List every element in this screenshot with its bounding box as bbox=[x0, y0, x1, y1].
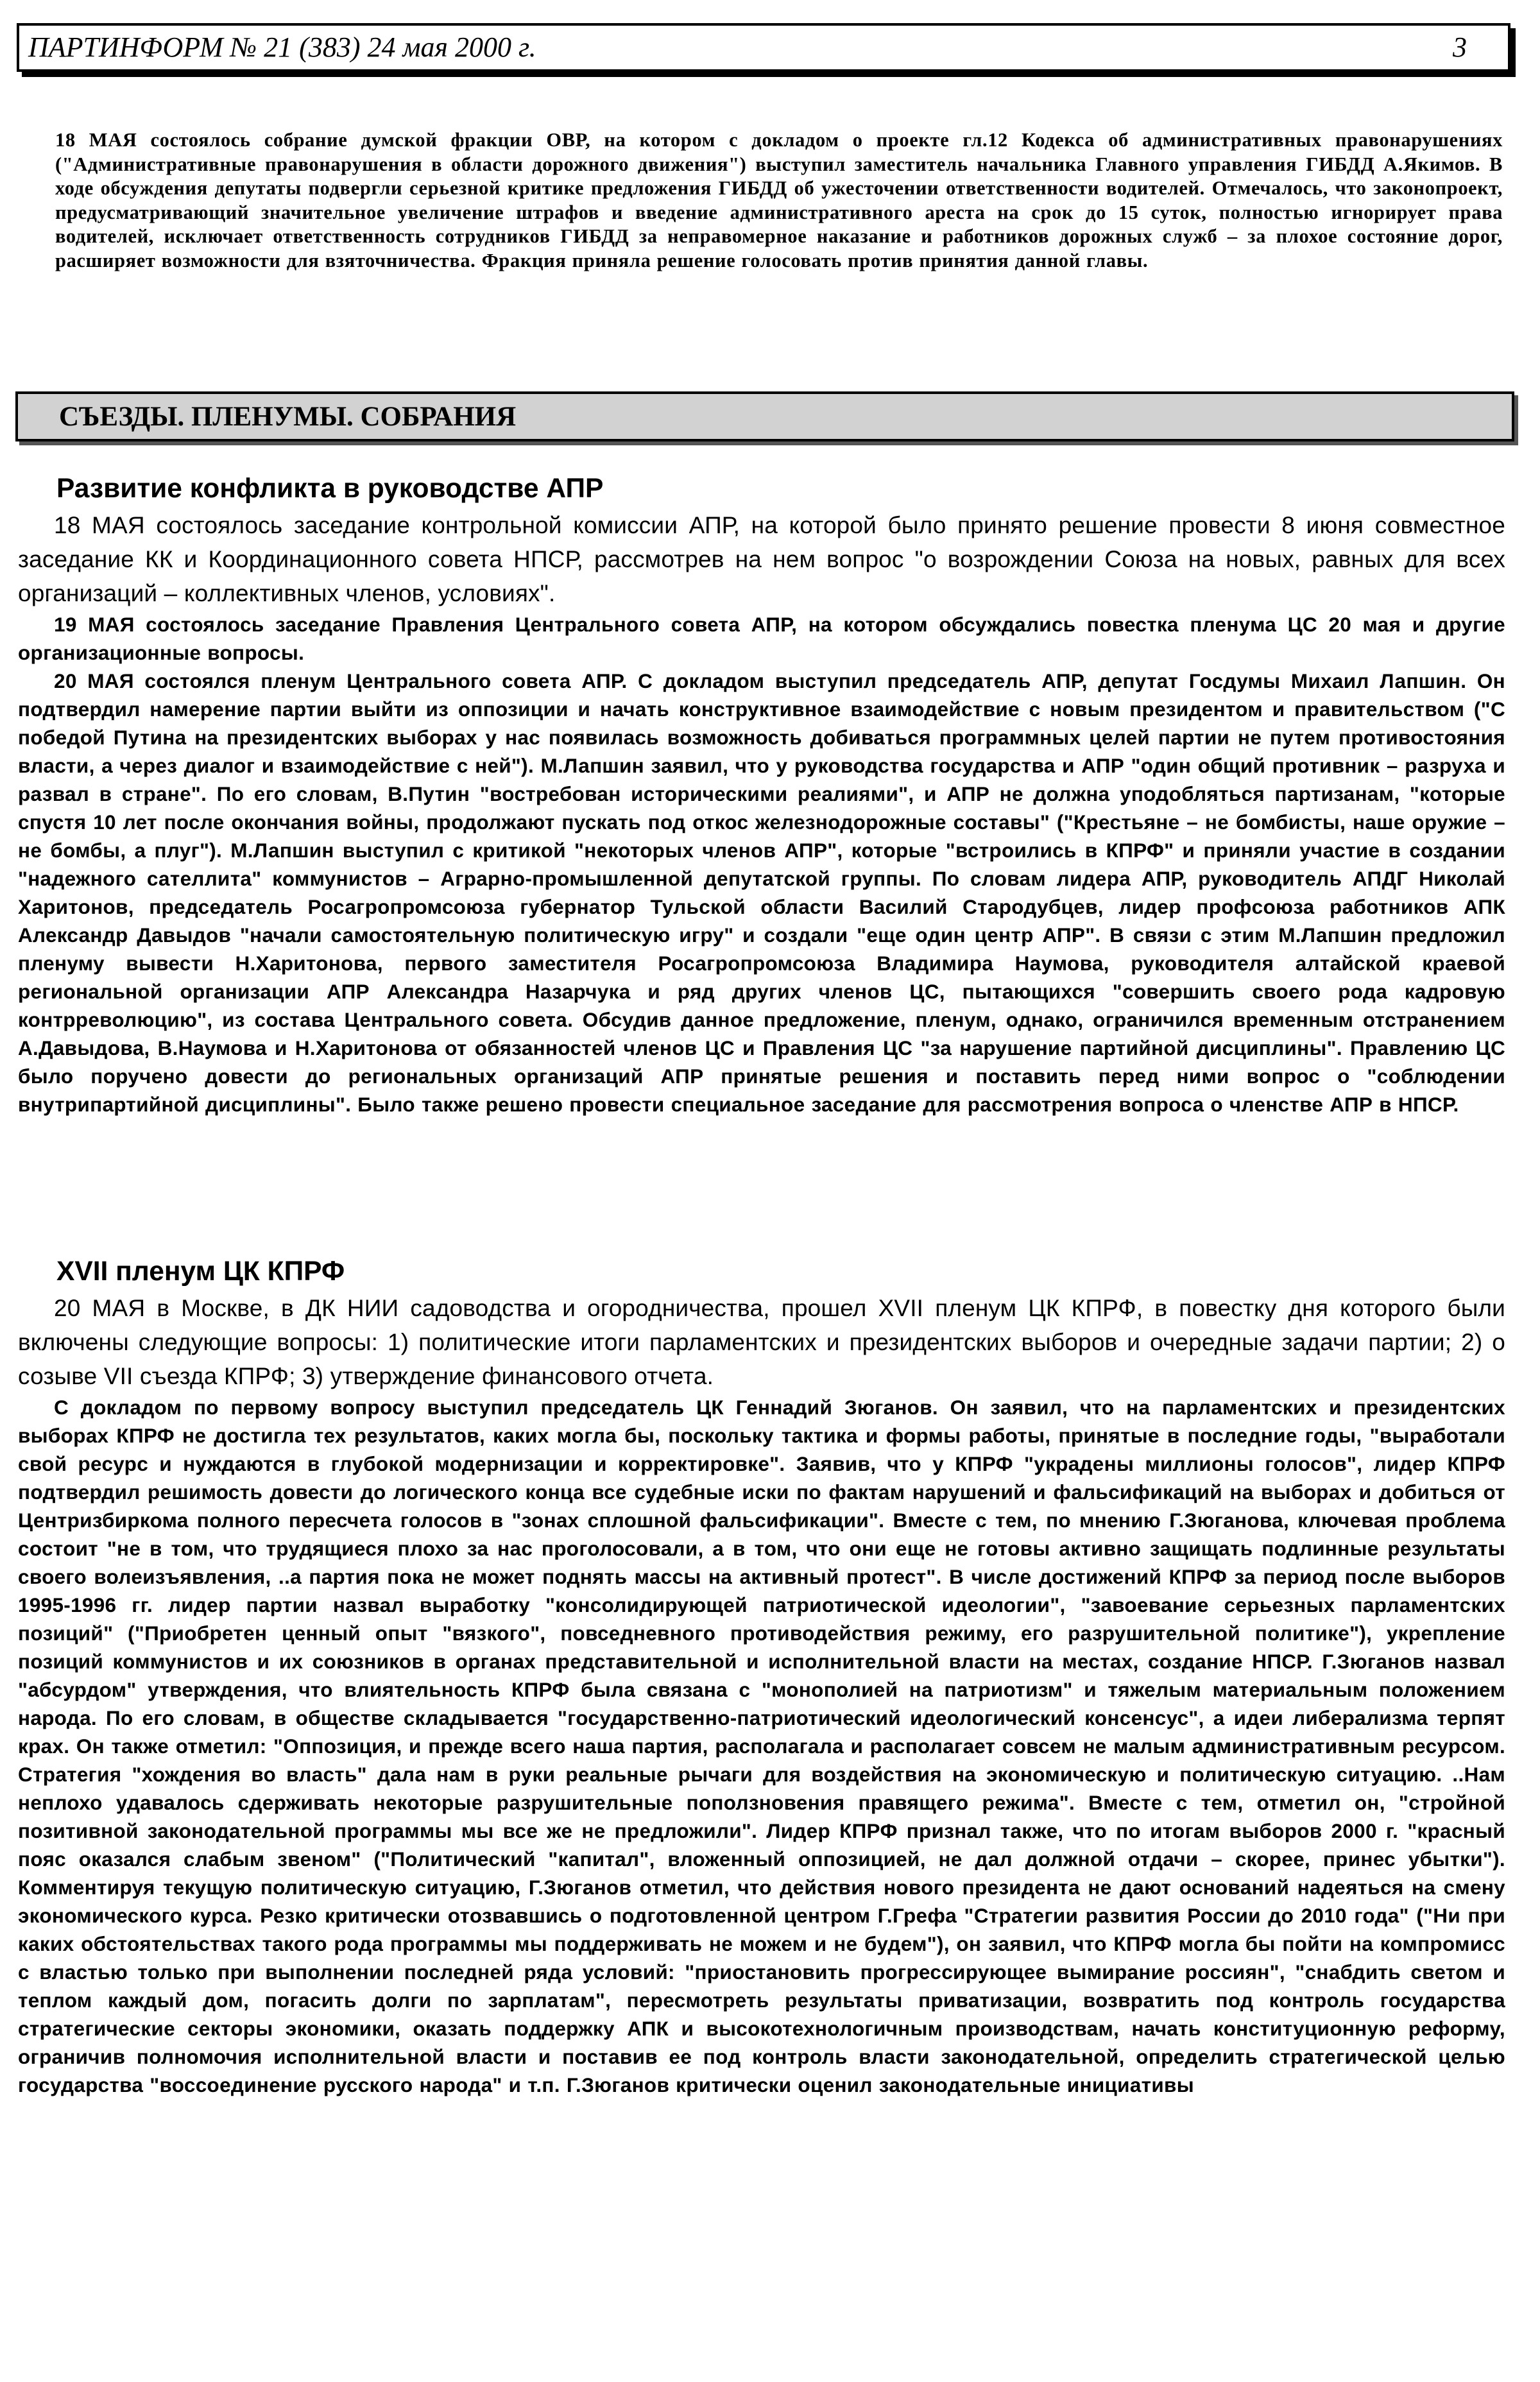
article-paragraph: 20 МАЯ в Москве, в ДК НИИ садоводства и огородничества, прошел XVII пленум ЦК КПРФ, в повестку дня которого были включены следующие вопросы: 1) политические итоги парламентских и президентских выборов и очередные задачи партии; 2) о созыве VII съезда КПРФ; 3) утверждение финансового отчета. bbox=[18, 1295, 1505, 1389]
page-number: 3 bbox=[1453, 31, 1467, 63]
article-apr-conflict bbox=[18, 471, 1505, 1118]
article-heading: Развитие конфликта в руководстве АПР bbox=[56, 474, 604, 504]
section-title-bar bbox=[15, 391, 1514, 441]
article-paragraph: С докладом по первому вопросу выступил председатель ЦК Геннадий Зюганов. Он заявил, что на парламентских и президентских выборах КПРФ не достигла тех результатов, каких могла бы, поскольку тактика и формы работы, принятые в последние годы, "выработали свой ресурс и нуждаются в глубокой модернизации и корректировке". Заявив, что у КПРФ "украдены миллионы голосов", лидер КПРФ подтвердил решимость довести до логического конца все судебные иски по фактам нарушений и фальсификаций на выборах и добиться от Центризбиркома полного пересчета голосов в "зонах сплошной фальсификации". Вместе с тем, по мнению Г.Зюганова, ключевая проблема состоит "не в том, что трудящиеся плохо за нас проголосовали, а в том, что они еще не готовы активно защищать подлинные результаты своего волеизъявления, ..а партия пока не может поднять массы на активный протест". В числе достижений КПРФ за период после выборов 1995-1996 гг. лидер партии назвал выработку "консолидирующей патриотической идеологии", "завоевание серьезных парламентских позиций" ("Приобретен ценный опыт "вязкого", повседневного противодействия режиму, его разрушительной политике"), укрепление позиций коммунистов и их союзников в органах представительной и исполнительной власти на местах, создание НПСР. Г.Зюганов назвал "абсурдом" утверждения, что влиятельность КПРФ была связана с "монополией на патриотизм" и тяжелым материальным положением народа. По его словам, в обществе складывается "государственно-патриотический идеологический консенсус", а идеи либерализма терпят крах. Он также отметил: "Оппозиция, и прежде всего наша партия, располагала и располагает совсем не малым административным ресурсом. Стратегия "хождения во власть" дала нам в руки реальные рычаги для воздействия на экономическую и политическую ситуацию. ..Нам неплохо удавалось сдерживать некоторые разрушительные поползновения правящего режима". Вместе с тем, отметил он, "стройной позитивной законодательной программы мы все же не предложили". Лидер КПРФ признал также, что по итогам выборов 2000 г. "красный пояс оказался слабым звеном" ("Политический "капитал", вложенный оппозицией, не дал должной отдачи – скорее, принес убытки"). Комментируя текущую политическую ситуацию, Г.Зюганов отметил, что действия нового президента не дают оснований надеяться на смену экономического курса. Резко критически отозвавшись о подготовленной центром Г.Грефа "Стратегии развития России до 2010 года" ("Ни при каких обстоятельствах такого рода программы мы поддерживать не можем и не будем"), он заявил, что КПРФ могла бы пойти на компромисс с властью только при выполнении последней ряда условий: "приостановить прогрессирующее вымирание россиян", "снабдить светом и теплом каждый дом, погасить долги по зарплатам", пересмотреть результаты приватизации, возвратить под контроль государства стратегические секторы экономики, оказать поддержку АПК и высокотехнологичным производствам, начать конституционную реформу, ограничив полномочия исполнительной власти и поставив ее под контроль власти законодательной, определить стратегической целью государства "воссоединение русского народа" и т.п. Г.Зюганов критически оценил законодательные инициативы bbox=[18, 1396, 1505, 2096]
publication-title: ПАРТИНФОРМ № 21 (383) 24 мая 2000 г. bbox=[28, 31, 536, 63]
article-heading: XVII пленум ЦК КПРФ bbox=[56, 1256, 345, 1287]
page-header bbox=[17, 23, 1510, 72]
article-paragraph: 20 МАЯ состоялся пленум Центрального совета АПР. С докладом выступил председатель АПР, депутат Госдумы Михаил Лапшин. Он подтвердил намерение партии выйти из оппозиции и начать конструктивное взаимодействие с новым президентом и правительством ("С победой Путина на президентских выборах у нас появилась возможность добиваться программных целей партии не путем противостояния власти, а через диалог и взаимодействие с ней"). М.Лапшин заявил, что у руководства государства и АПР "один общий противник – разруха и развал в стране". По его словам, В.Путин "востребован историческими реалиями", и АПР не должна уподобляться партизанам, "которые спустя 10 лет после окончания войны, продолжают пускать под откос железнодорожные составы" ("Крестьяне – не бомбисты, наше оружие – не бомбы, а плуг"). М.Лапшин выступил с критикой "некоторых членов АПР", которые "встроились в КПРФ" и приняли участие в создании "надежного сателлита" коммунистов – Аграрно-промышленной депутатской группы. По словам лидера АПР, руководитель АПДГ Николай Харитонов, председатель Росагропромсоюза губернатор Тульской области Василий Стародубцев, лидер профсоюза работников АПК Александр Давыдов "начали самостоятельную политическую игру" и создали "еще один центр АПР". В связи с этим М.Лапшин предложил пленуму вывести Н.Харитонова, первого заместителя Росагропромсоюза Владимира Наумова, руководителя алтайской краевой региональной организации АПР Александра Назарчука и ряд других членов ЦС, пытающихся "совершить своего рода кадровую контрреволюцию", из состава Центрального совета. Обсудив данное предложение, пленум, однако, ограничился временным отстранением А.Давыдова, В.Наумова и Н.Харитонова от обязанностей членов ЦС и Правления ЦС "за нарушение партийной дисциплины". Правлению ЦС было поручено довести до региональных организаций АПР принятые решения и поставить перед ними вопрос о "соблюдении внутрипартийной дисциплины". Было также решено провести специальное заседание для рассмотрения вопроса о членстве АПР в НПСР. bbox=[18, 669, 1505, 1116]
article-paragraph: 19 МАЯ состоялось заседание Правления Центрального совета АПР, на котором обсуждались повестка пленума ЦС 20 мая и другие организационные вопросы. bbox=[18, 613, 1505, 664]
article-kprf-plenum bbox=[18, 1254, 1505, 2099]
lead-news-item bbox=[55, 128, 1503, 273]
lead-paragraph: 18 МАЯ состоялось собрание думской фракции ОВР, на котором с докладом о проекте гл.12 Кодекса об административных правонарушениях ("Административные правонарушения в области дорожного движения") выступил заместитель начальника Главного управления ГИБДД А.Якимов. В ходе обсуждения депутаты подвергли серьезной критике предложения ГИБДД об ужесточении ответственности водителей. Отмечалось, что законопроект, предусматривающий значительное увеличение штрафов и введение административного ареста на срок до 15 суток, полностью игнорирует права водителей, исключает ответственность сотрудников ГИБДД за неправомерное наказание и работников дорожных служб – за плохое состояние дорог, расширяет возможности для взяточничества. Фракция приняла решение голосовать против принятия данной главы. bbox=[55, 129, 1503, 271]
section-title: СЪЕЗДЫ. ПЛЕНУМЫ. СОБРАНИЯ bbox=[59, 402, 517, 432]
article-paragraph: 18 МАЯ состоялось заседание контрольной комиссии АПР, на которой было принято решение провести 8 июня совместное заседание КК и Координационного совета НПСР, рассмотрев на нем вопрос "о возрождении Союза на новых, равных для всех организаций – коллективных членов, условиях". bbox=[18, 512, 1505, 606]
